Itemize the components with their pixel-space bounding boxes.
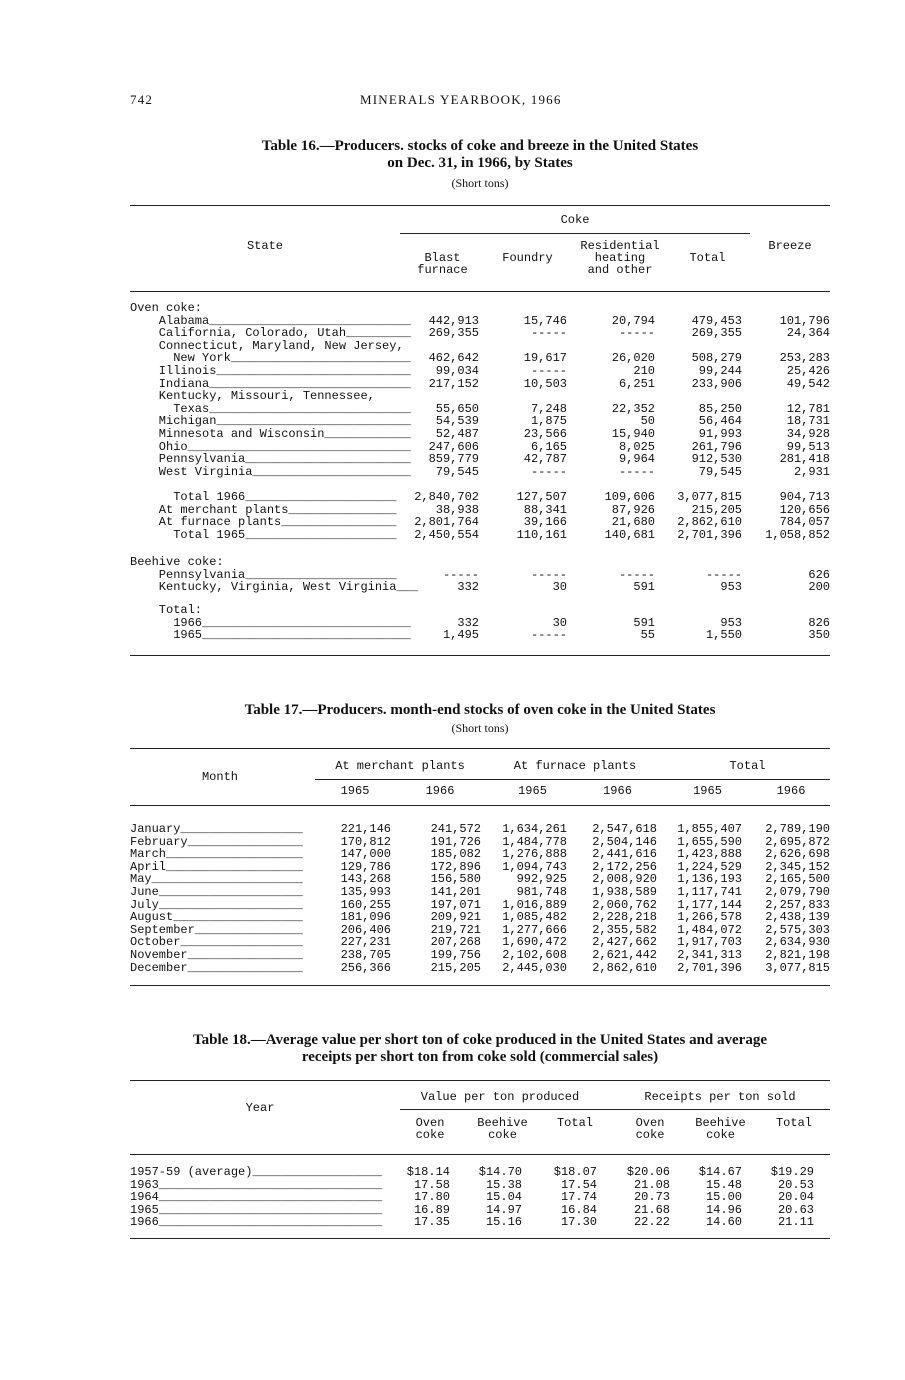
merchant-1965-head: 1965: [340, 784, 370, 798]
t16-total-breeze: 904,713 120,656 784,057 1,058,852: [765, 490, 830, 542]
t17-total-1966: 2,789,190 2,695,872 2,626,698 2,345,152 2,165,500 2,079,790 2,257,833 2,438,139 2,575,303 2,634,930 2,821,198 3,077,815: [765, 822, 830, 975]
coke-span-rule: [400, 233, 750, 234]
t16-beehive-blast: ----- 332: [442, 567, 479, 595]
table-16-units: (Short tons): [451, 176, 509, 190]
t17-merchant-1966: 241,572 191,726 185,082 172,896 156,580 141,201 197,071 209,921 219,721 207,268 199,756 215,205: [430, 822, 481, 975]
table-18-top-rule: [130, 1080, 830, 1081]
t16-beehive-total: ----- 953: [705, 567, 742, 595]
t18-value-oven: $18.14 17.58 17.80 16.89 17.35: [406, 1165, 450, 1230]
t16-total-total: 3,077,815 215,205 2,862,610 2,701,396: [677, 490, 742, 542]
furnace-1966-head: 1966: [603, 784, 632, 798]
t16-oven-breeze-values: 101,796 24,364 253,283 25,426 49,542 12,781 18,731 34,928 99,513 281,418 2,931: [779, 313, 830, 479]
total-1966-head: 1966: [776, 784, 806, 798]
t16-beehive-labels: Beehive coke: Pennsylvania_____________________ Kentucky, Virginia, West Virginia___: [130, 555, 419, 595]
table-18-bottom-rule: [130, 1238, 830, 1239]
t17-merchant-1965: 221,146 170,812 147,000 129,786 143,268 135,993 160,255 181,096 206,406 227,231 238,705 256,366: [340, 822, 391, 975]
value-oven-head: Oven coke: [415, 1116, 445, 1142]
table-18-title-line1: Table 18.—Average value per short ton of coke produced in the United States and average: [192, 1032, 767, 1048]
t16-grand-total-labels: Total: 1966_____________________________ 1965_____________________________: [158, 603, 411, 643]
t16-grand-total: 953 1,550: [705, 615, 742, 643]
table-16-top-rule: [130, 205, 830, 206]
t16-total-residential: 109,606 87,926 21,680 140,681: [604, 490, 655, 542]
table-16-title-line2: on Dec. 31, in 1966, by States: [387, 155, 573, 171]
table-16-bottom-rule: [130, 655, 830, 656]
col-head-total: Total: [729, 759, 766, 773]
col-head-value: Value per ton produced: [420, 1090, 580, 1104]
value-beehive-head: Beehive coke: [477, 1116, 528, 1142]
col-head-breeze: Breeze: [768, 239, 812, 253]
col-head-coke: Coke: [560, 213, 590, 227]
t18-receipts-beehive: $14.67 15.48 15.00 14.96 14.60: [698, 1165, 742, 1230]
t16-grand-blast: 332 1,495: [442, 615, 479, 643]
merchant-1966-head: 1966: [425, 784, 455, 798]
t18-value-total: $18.07 17.54 17.74 16.84 17.30: [553, 1165, 597, 1230]
page-number: 742: [130, 92, 154, 107]
table-17-bottom-rule: [130, 985, 830, 986]
t16-beehive-foundry: ----- 30: [530, 567, 567, 595]
col-head-total: Total: [689, 251, 726, 265]
t17-furnace-1966: 2,547,618 2,504,146 2,441,616 2,172,256 2,008,920 1,938,589 2,060,762 2,228,218 2,355,582 2,427,662 2,621,442 2,862,610: [592, 822, 657, 975]
t16-grand-breeze: 826 350: [808, 615, 830, 643]
t17-furnace-1965: 1,634,261 1,484,778 1,276,888 1,094,743 992,925 981,748 1,016,889 1,085,482 1,277,666 1,690,472 2,102,608 2,445,030: [502, 822, 567, 975]
t16-grand-foundry: 30 -----: [530, 615, 567, 643]
receipts-total-head: Total: [775, 1116, 812, 1130]
col-head-blast-furnace: Blast furnace: [417, 251, 468, 277]
col-head-state: State: [246, 239, 283, 253]
t18-value-beehive: $14.70 15.38 15.04 14.97 15.16: [478, 1165, 522, 1230]
t16-oven-blast-values: 442,913 269,355 462,642 99,034 217,152 55,650 54,539 52,487 247,606 859,779 79,545: [428, 313, 479, 479]
receipts-beehive-head: Beehive coke: [695, 1116, 746, 1142]
table-17-title: Table 17.—Producers. month-end stocks of oven coke in the United States: [244, 702, 716, 718]
total-1965-head: 1965: [693, 784, 722, 798]
t16-beehive-residential: ----- 591: [618, 567, 655, 595]
t17-month-labels: January_________________ February________________ March___________________ April___________________ May_____________________ June____________________ July____________________ August__________________ September_______________ October_________________ November________________ December________________: [130, 822, 303, 975]
table-17-head-rule: [130, 805, 830, 806]
furnace-1965-head: 1965: [518, 784, 547, 798]
table-17-units: (Short tons): [451, 721, 509, 735]
col-head-year: Year: [245, 1101, 275, 1115]
t18-receipts-oven: $20.06 21.08 20.73 21.68 22.22: [626, 1165, 670, 1230]
t16-total-foundry: 127,507 88,341 39,166 110,161: [516, 490, 567, 542]
table-16-head-rule: [130, 291, 830, 292]
t16-oven-coke-states: Oven coke: Alabama____________________________ California, Colorado, Utah_________ Connecticut, Maryland, New Jersey, New York_________________________ Illinois___________________________ Indiana____________________________ Kentucky, Missouri, Tennessee, Texas____________________________ Michigan___________________________ Minnesota and Wisconsin____________ Ohio_______________________________ Pennsylvania_______________________ West Virginia______________________: [130, 301, 411, 479]
t16-beehive-breeze: 626 200: [808, 567, 830, 595]
t18-year-labels: 1957-59 (average)__________________ 1963_______________________________ 1964_______________________________ 1965_______________________________ 1966_______________________________: [130, 1165, 383, 1230]
col-head-foundry: Foundry: [502, 251, 553, 265]
table-18-title-line2: receipts per short ton from coke sold (commercial sales): [301, 1049, 659, 1065]
col-head-month: Month: [201, 770, 238, 784]
t18-span-rule: [400, 1109, 830, 1110]
t16-total-blast: 2,840,702 38,938 2,801,764 2,450,554: [414, 490, 479, 542]
col-head-receipts: Receipts per ton sold: [644, 1090, 796, 1104]
running-head: MINERALS YEARBOOK, 1966: [360, 92, 562, 107]
t16-oven-residential-values: 20,794 ----- 26,020 210 6,251 22,352 50 15,940 8,025 9,964 -----: [611, 313, 655, 479]
table-17-top-rule: [130, 748, 830, 749]
t16-oven-foundry-values: 15,746 ----- 19,617 ----- 10,503 7,248 1,875 23,566 6,165 42,787 -----: [523, 313, 567, 479]
t16-total-labels: Total 1966_____________________ At merchant plants_______________ At furnace plants________________ Total 1965_____________________: [158, 490, 397, 542]
table-16-title-line1: Table 16.—Producers. stocks of coke and breeze in the United States: [261, 138, 699, 154]
t16-oven-total-values: 479,453 269,355 508,279 99,244 233,906 85,250 56,464 91,993 261,796 912,530 79,545: [691, 313, 742, 479]
t16-grand-residential: 591 55: [633, 615, 655, 643]
t18-receipts-total: $19.29 20.53 20.04 20.63 21.11: [770, 1165, 814, 1230]
table-18-head-rule: [130, 1154, 830, 1155]
t17-total-1965: 1,855,407 1,655,590 1,423,888 1,224,529 1,136,193 1,117,741 1,177,144 1,266,578 1,484,072 1,917,703 2,341,313 2,701,396: [677, 822, 742, 975]
col-head-furnace: At furnace plants: [513, 759, 637, 773]
col-head-residential: Residential heating and other: [580, 239, 660, 277]
value-total-head: Total: [556, 1116, 593, 1130]
t17-span-rule: [315, 779, 830, 780]
col-head-merchant: At merchant plants: [335, 759, 465, 773]
receipts-oven-head: Oven coke: [635, 1116, 665, 1142]
